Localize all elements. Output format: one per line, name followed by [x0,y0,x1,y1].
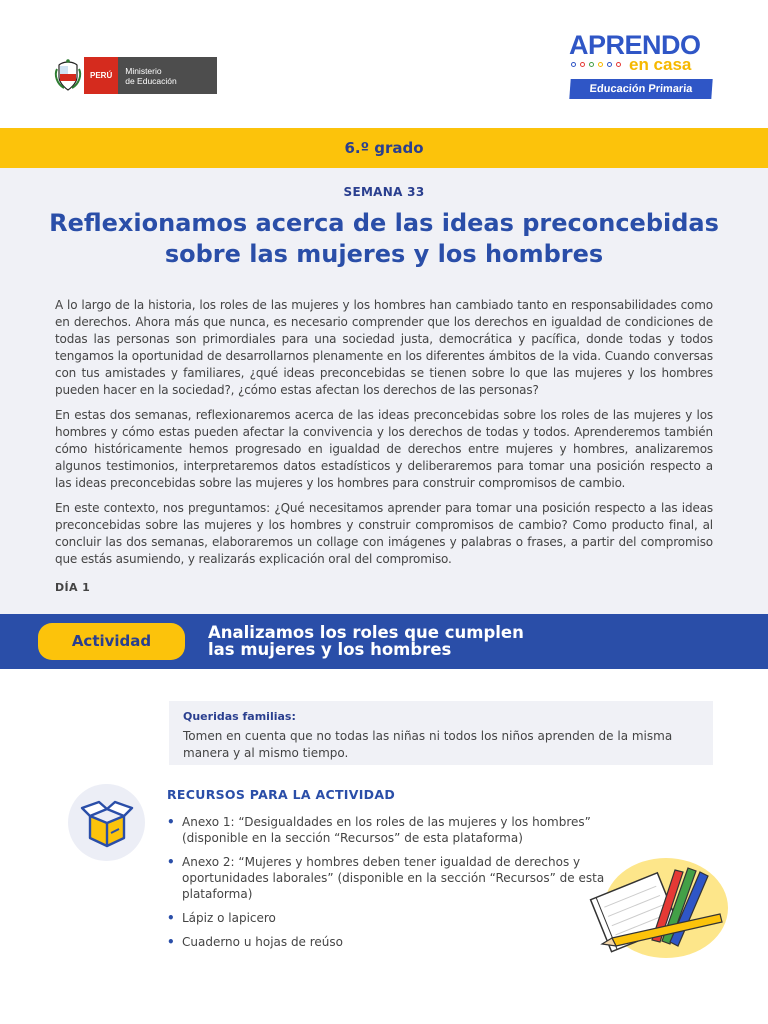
page-header [0,0,768,128]
day-label: DÍA 1 [55,581,91,594]
families-text: Tomen en cuenta que no todas las niñas ni todos los niños aprenden de la misma manera y al mismo tiempo. [183,729,673,760]
peru-label: PERÚ [84,57,118,94]
activity-title-line1: Analizamos los roles que cumplen [208,623,524,642]
activity-title [208,624,568,658]
resource-item: • Cuaderno u hojas de reúso [167,934,617,950]
resources-list [167,814,617,958]
ministry-line1: Ministerio [125,65,162,76]
peru-shield-icon [52,57,84,94]
brand-banner: Educación Primaria [569,79,712,99]
week-label: SEMANA 33 [343,185,425,199]
aprendo-en-casa-logo [566,32,716,102]
resources-title: RECURSOS PARA LA ACTIVIDAD [167,787,396,802]
resource-item: • Lápiz o lapicero [167,910,617,926]
intro-paragraph-2: En estas dos semanas, reflexionaremos acerca de las ideas preconcebidas sobre los roles de las mujeres y los hombres y cómo estas pueden afectar la convivencia y los derechos de todas y todos. Aprenderemos también cómo históricamente hemos progresado en igualdad de derechos entre mujeres y hombres, analizaremos algunos testimonios, interpretaremos datos estadísticos y deliberaremos para tomar una posición respecto a las ideas preconcebidas sobre las mujeres y los hombres para construir compromisos de cambio. [55,408,713,490]
brand-title: APRENDO [569,30,701,60]
ministry-label [118,57,217,94]
activity-badge: Actividad [38,623,185,660]
families-heading: Queridas familias: [183,710,296,723]
intro-paragraph-1: A lo largo de la historia, los roles de las mujeres y los hombres han cambiado tanto en responsabilidades como en derechos. Ahora más que nunca, es necesario comprender que los derechos en igualdad de condiciones de todas las personas son primordiales para una sociedad justa, democrática y pacífica, donde todas y todos tengamos la oportunidad de desarrollarnos plenamente en los diferentes ámbitos de la vida. Cuando conversas con tus amistades y familiares, ¿qué ideas preconcebidas se tienen sobre lo que las mujeres y los hombres pueden hacer en la sociedad?, ¿cómo estas afectan los derechos de las personas? [55,298,713,397]
resource-item: • Anexo 1: “Desigualdades en los roles de las mujeres y los hombres” (disponible en la sección “Recursos” de esta plataforma) [167,814,622,846]
intro-paragraph-3: En este contexto, nos preguntamos: ¿Qué necesitamos aprender para tomar una posición respecto a las ideas preconcebidas sobre las mujeres y los hombres y construir compromisos de cambio? Como producto final, al concluir las dos semanas, elaboraremos un collage con imágenes y palabras o frases, a partir del compromiso que estás asumiendo, y realizarás explicación oral del compromiso. [55,501,713,566]
page-title: Reflexionamos acerca de las ideas preconcebidas sobre las mujeres y los hombres [49,209,719,268]
box-icon [68,784,145,861]
notebook-pencils-icon [580,850,730,960]
intro-section [0,168,768,614]
government-logo [52,57,217,94]
brand-dots [571,62,621,67]
activity-title-line2: las mujeres y los hombres [208,640,452,659]
families-note [169,701,713,765]
grade-bar: 6.º grado [0,128,768,168]
ministry-line2: de Educación [125,75,177,86]
resource-item: • Anexo 2: “Mujeres y hombres deben tener igualdad de derechos y oportunidades laborales” (disponible en la sección “Recursos” de esta plataforma) [167,854,607,902]
activity-bar [0,614,768,669]
brand-subtitle: en casa [629,55,692,74]
